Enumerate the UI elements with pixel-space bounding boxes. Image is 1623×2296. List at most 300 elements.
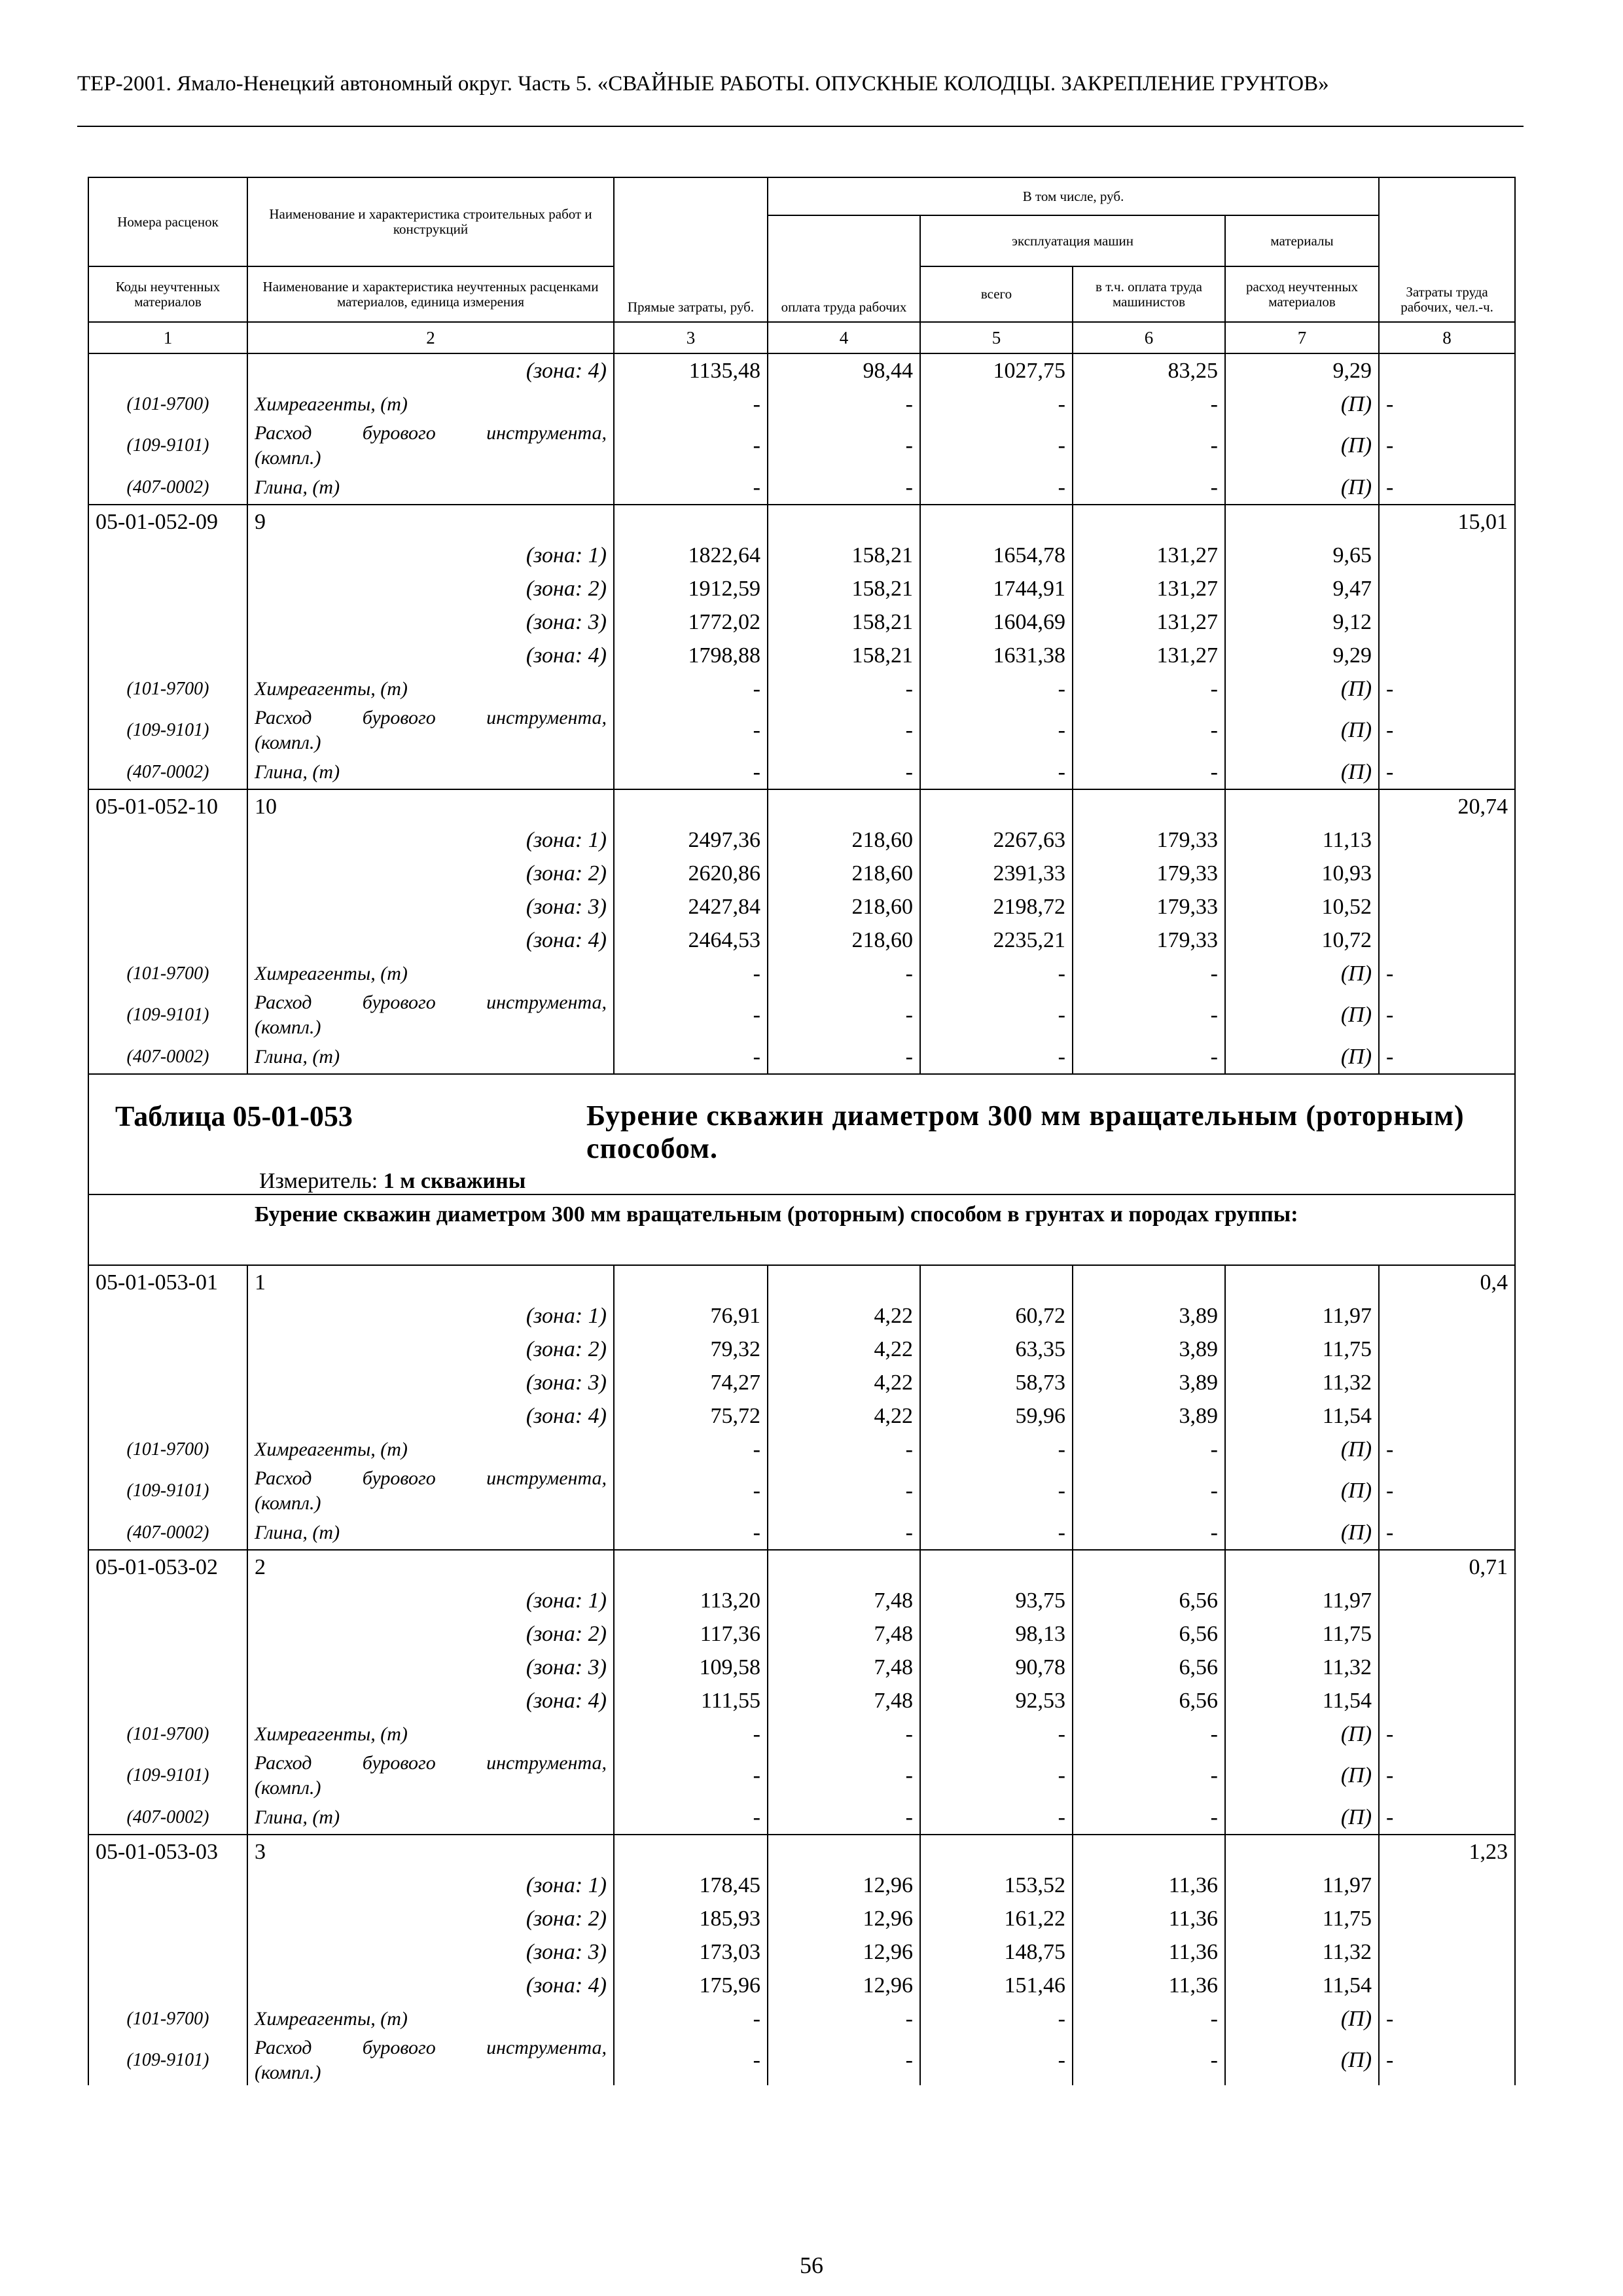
machinists-wages-value: 3,89	[1073, 1299, 1225, 1333]
zone-label: (зона: 2)	[247, 572, 614, 605]
empty-cell	[614, 789, 768, 823]
table-row	[88, 353, 1515, 387]
material-code: (101-9700)	[88, 957, 247, 990]
direct-cost-value: 79,32	[614, 1333, 768, 1366]
col-num-8: 8	[1379, 322, 1515, 353]
empty-cell	[1225, 1265, 1379, 1299]
dash-value: -	[1379, 471, 1515, 505]
machines-total-value: 92,53	[920, 1684, 1073, 1717]
direct-cost-value: 2464,53	[614, 924, 768, 957]
material-name: Химреагенты, (т)	[247, 1433, 614, 1466]
dash-value: -	[1073, 387, 1225, 421]
dash-value: -	[1073, 1466, 1225, 1516]
dash-value: -	[920, 1040, 1073, 1074]
empty-cell	[768, 1835, 920, 1869]
labor-value: 20,74	[1379, 789, 1515, 823]
dash-value: -	[1073, 990, 1225, 1040]
machines-total-value: 1631,38	[920, 639, 1073, 672]
zone-label: (зона: 4)	[247, 1969, 614, 2002]
wages-value: 4,22	[768, 1399, 920, 1433]
material-name-line: Расход бурового инструмента,	[255, 707, 607, 728]
material-name	[247, 421, 614, 471]
material-name: Глина, (т)	[247, 1040, 614, 1074]
table-row	[88, 890, 1515, 924]
dash-value: -	[1073, 1801, 1225, 1835]
dash-value: -	[614, 1801, 768, 1835]
material-code: (109-9101)	[88, 2036, 247, 2085]
col-header-machinists-wages: в т.ч. оплата труда машинистов	[1073, 266, 1225, 322]
empty-cell	[768, 1550, 920, 1584]
machinists-wages-value: 11,36	[1073, 1969, 1225, 2002]
zone-label: (зона: 2)	[247, 857, 614, 890]
dash-value: -	[1379, 2002, 1515, 2036]
dash-value: -	[920, 672, 1073, 706]
material-name-unit: (компл.)	[255, 1492, 321, 1514]
zone-label: (зона: 4)	[247, 353, 614, 387]
dash-value: -	[768, 755, 920, 789]
dash-value: -	[614, 2002, 768, 2036]
table-row	[88, 572, 1515, 605]
empty-cell	[1225, 1550, 1379, 1584]
dash-value: -	[1073, 471, 1225, 505]
material-usage-value: 9,65	[1225, 539, 1379, 572]
material-usage-value: 11,32	[1225, 1651, 1379, 1684]
table-row	[88, 505, 1515, 539]
col-num-3: 3	[614, 322, 768, 353]
material-name-unit: (компл.)	[255, 447, 321, 469]
material-name: Глина, (т)	[247, 471, 614, 505]
material-usage-value: 9,29	[1225, 639, 1379, 672]
material-p-marker: (П)	[1225, 471, 1379, 505]
dash-value: -	[920, 1433, 1073, 1466]
zone-label: (зона: 2)	[247, 1333, 614, 1366]
material-usage-value: 11,54	[1225, 1969, 1379, 2002]
empty-cell	[1225, 505, 1379, 539]
empty-cell	[1073, 505, 1225, 539]
table-row	[88, 421, 1515, 471]
col-header-wages: оплата труда рабочих	[768, 215, 920, 322]
machines-total-value: 93,75	[920, 1584, 1073, 1617]
material-name: Химреагенты, (т)	[247, 672, 614, 706]
direct-cost-value: 1798,88	[614, 639, 768, 672]
empty-cell	[768, 789, 920, 823]
machines-total-value: 1654,78	[920, 539, 1073, 572]
rate-name: 2	[247, 1550, 614, 1584]
machinists-wages-value: 11,36	[1073, 1902, 1225, 1935]
material-code: (407-0002)	[88, 1040, 247, 1074]
wages-value: 158,21	[768, 605, 920, 639]
wages-value: 158,21	[768, 639, 920, 672]
material-name	[247, 990, 614, 1040]
rate-code: 05-01-052-10	[88, 789, 247, 823]
machinists-wages-value: 131,27	[1073, 605, 1225, 639]
machines-total-value: 2267,63	[920, 823, 1073, 857]
material-p-marker: (П)	[1225, 1801, 1379, 1835]
zone-label: (зона: 1)	[247, 823, 614, 857]
dash-value: -	[920, 706, 1073, 755]
empty-cell	[920, 1835, 1073, 1869]
dash-value: -	[1073, 957, 1225, 990]
material-code: (407-0002)	[88, 1801, 247, 1835]
material-name-unit: (компл.)	[255, 1016, 321, 1038]
table-row	[88, 1684, 1515, 1717]
empty-cell	[1379, 924, 1515, 957]
empty-cell	[1379, 1902, 1515, 1935]
col-num-5: 5	[920, 322, 1073, 353]
rate-code: 05-01-053-01	[88, 1265, 247, 1299]
col-num-1: 1	[88, 322, 247, 353]
empty-cell	[1379, 823, 1515, 857]
dash-value: -	[1073, 1751, 1225, 1801]
table-title-block	[88, 1074, 1515, 1194]
col-header-labor: Затраты труда рабочих, чел.-ч.	[1379, 177, 1515, 322]
material-usage-value: 11,97	[1225, 1584, 1379, 1617]
table-row	[88, 1801, 1515, 1835]
dash-value: -	[1379, 990, 1515, 1040]
page-number: 56	[800, 2252, 823, 2278]
material-code: (109-9101)	[88, 1751, 247, 1801]
material-usage-value: 11,13	[1225, 823, 1379, 857]
material-code: (101-9700)	[88, 1717, 247, 1751]
direct-cost-value: 1135,48	[614, 353, 768, 387]
material-code: (109-9101)	[88, 990, 247, 1040]
empty-cell	[88, 639, 247, 672]
empty-cell	[88, 605, 247, 639]
dash-value: -	[614, 957, 768, 990]
machinists-wages-value: 6,56	[1073, 1584, 1225, 1617]
table-row	[88, 1516, 1515, 1550]
dash-value: -	[768, 2002, 920, 2036]
dash-value: -	[1073, 672, 1225, 706]
wages-value: 4,22	[768, 1299, 920, 1333]
empty-cell	[88, 1902, 247, 1935]
col-num-4: 4	[768, 322, 920, 353]
empty-cell	[614, 505, 768, 539]
dash-value: -	[614, 2036, 768, 2085]
material-p-marker: (П)	[1225, 957, 1379, 990]
dash-value: -	[1073, 1516, 1225, 1550]
rate-name: 10	[247, 789, 614, 823]
dash-value: -	[920, 1801, 1073, 1835]
machinists-wages-value: 11,36	[1073, 1869, 1225, 1902]
machinists-wages-value: 6,56	[1073, 1617, 1225, 1651]
direct-cost-value: 75,72	[614, 1399, 768, 1433]
empty-cell	[1379, 1935, 1515, 1969]
material-p-marker: (П)	[1225, 1751, 1379, 1801]
material-name: Химреагенты, (т)	[247, 1717, 614, 1751]
table-row	[88, 1333, 1515, 1366]
material-p-marker: (П)	[1225, 706, 1379, 755]
machines-total-value: 58,73	[920, 1366, 1073, 1399]
dash-value: -	[614, 1751, 768, 1801]
machines-total-value: 2198,72	[920, 890, 1073, 924]
material-code: (407-0002)	[88, 1516, 247, 1550]
table-name: Бурение скважин диаметром 300 мм вращательным (роторным) способом.	[586, 1100, 1465, 1164]
zone-label: (зона: 3)	[247, 1366, 614, 1399]
empty-cell	[88, 1969, 247, 2002]
wages-value: 12,96	[768, 1969, 920, 2002]
dash-value: -	[614, 1717, 768, 1751]
table-row	[88, 789, 1515, 823]
table-row	[88, 1751, 1515, 1801]
dash-value: -	[614, 387, 768, 421]
wages-value: 7,48	[768, 1617, 920, 1651]
material-p-marker: (П)	[1225, 1717, 1379, 1751]
material-usage-value: 11,54	[1225, 1684, 1379, 1717]
table-row	[88, 2036, 1515, 2085]
direct-cost-value: 2427,84	[614, 890, 768, 924]
dash-value: -	[1379, 1516, 1515, 1550]
table-id: Таблица 05-01-053	[115, 1100, 353, 1132]
machines-total-value: 161,22	[920, 1902, 1073, 1935]
empty-cell	[1379, 1617, 1515, 1651]
empty-cell	[1379, 353, 1515, 387]
material-code: (109-9101)	[88, 421, 247, 471]
direct-cost-value: 2497,36	[614, 823, 768, 857]
zone-label: (зона: 2)	[247, 1617, 614, 1651]
empty-cell	[1379, 857, 1515, 890]
col-num-2: 2	[247, 322, 614, 353]
dash-value: -	[768, 1466, 920, 1516]
dash-value: -	[920, 471, 1073, 505]
table-row	[88, 1617, 1515, 1651]
wages-value: 4,22	[768, 1366, 920, 1399]
empty-cell	[614, 1550, 768, 1584]
dash-value: -	[1073, 421, 1225, 471]
rate-code: 05-01-053-03	[88, 1835, 247, 1869]
empty-cell	[88, 1935, 247, 1969]
wages-value: 218,60	[768, 924, 920, 957]
material-name: Глина, (т)	[247, 755, 614, 789]
machinists-wages-value: 131,27	[1073, 539, 1225, 572]
empty-cell	[1379, 1584, 1515, 1617]
machines-total-value: 1027,75	[920, 353, 1073, 387]
material-usage-value: 11,75	[1225, 1902, 1379, 1935]
empty-cell	[88, 1617, 247, 1651]
empty-cell	[1073, 789, 1225, 823]
table-row	[88, 755, 1515, 789]
table-row	[88, 1651, 1515, 1684]
empty-cell	[920, 1265, 1073, 1299]
wages-value: 12,96	[768, 1935, 920, 1969]
material-usage-value: 11,54	[1225, 1399, 1379, 1433]
dash-value: -	[1379, 706, 1515, 755]
zone-label: (зона: 1)	[247, 1299, 614, 1333]
machines-total-value: 98,13	[920, 1617, 1073, 1651]
material-usage-value: 9,12	[1225, 605, 1379, 639]
table-row	[88, 2002, 1515, 2036]
direct-cost-value: 111,55	[614, 1684, 768, 1717]
material-usage-value: 11,75	[1225, 1617, 1379, 1651]
empty-cell	[1379, 639, 1515, 672]
material-name: Химреагенты, (т)	[247, 957, 614, 990]
dash-value: -	[768, 1516, 920, 1550]
material-name-line: Расход бурового инструмента,	[255, 992, 607, 1013]
machinists-wages-value: 6,56	[1073, 1651, 1225, 1684]
empty-cell	[88, 572, 247, 605]
empty-cell	[88, 823, 247, 857]
empty-cell	[1073, 1835, 1225, 1869]
direct-cost-value: 178,45	[614, 1869, 768, 1902]
material-p-marker: (П)	[1225, 421, 1379, 471]
empty-cell	[88, 1584, 247, 1617]
dash-value: -	[920, 990, 1073, 1040]
table-row	[88, 706, 1515, 755]
dash-value: -	[1073, 1040, 1225, 1074]
material-p-marker: (П)	[1225, 1466, 1379, 1516]
table-row	[88, 823, 1515, 857]
dash-value: -	[920, 957, 1073, 990]
section-heading: Бурение скважин диаметром 300 мм вращательным (роторным) способом в грунтах и породах группы:	[88, 1194, 1515, 1265]
dash-value: -	[768, 421, 920, 471]
dash-value: -	[768, 1433, 920, 1466]
dash-value: -	[614, 1040, 768, 1074]
zone-label: (зона: 3)	[247, 890, 614, 924]
wages-value: 218,60	[768, 823, 920, 857]
material-p-marker: (П)	[1225, 2002, 1379, 2036]
wages-value: 218,60	[768, 890, 920, 924]
wages-value: 98,44	[768, 353, 920, 387]
dash-value: -	[920, 1466, 1073, 1516]
rate-code: 05-01-052-09	[88, 505, 247, 539]
dash-value: -	[768, 1040, 920, 1074]
dash-value: -	[614, 755, 768, 789]
dash-value: -	[1073, 2036, 1225, 2085]
material-name	[247, 1751, 614, 1801]
rate-code: 05-01-053-02	[88, 1550, 247, 1584]
col-header-machines: эксплуатация машин	[920, 215, 1225, 266]
machines-total-value: 151,46	[920, 1969, 1073, 2002]
machines-total-value: 2391,33	[920, 857, 1073, 890]
direct-cost-value: 113,20	[614, 1584, 768, 1617]
dash-value: -	[1379, 1751, 1515, 1801]
table-row	[88, 1902, 1515, 1935]
material-name-unit: (компл.)	[255, 732, 321, 753]
empty-cell	[1379, 572, 1515, 605]
dash-value: -	[1379, 755, 1515, 789]
table-row	[88, 924, 1515, 957]
zone-label: (зона: 3)	[247, 1935, 614, 1969]
machinists-wages-value: 179,33	[1073, 924, 1225, 957]
table-row	[88, 672, 1515, 706]
dash-value: -	[614, 1466, 768, 1516]
empty-cell	[1073, 1265, 1225, 1299]
material-code: (109-9101)	[88, 1466, 247, 1516]
col-header-name-materials: Наименование и характеристика неучтенных расценками материалов, единица измерения	[247, 266, 614, 322]
dash-value: -	[614, 1516, 768, 1550]
measure-value: 1 м скважины	[383, 1169, 526, 1193]
dash-value: -	[1073, 706, 1225, 755]
empty-cell	[1379, 1969, 1515, 2002]
material-name-line: Расход бурового инструмента,	[255, 422, 607, 444]
machinists-wages-value: 131,27	[1073, 639, 1225, 672]
material-p-marker: (П)	[1225, 672, 1379, 706]
empty-cell	[1379, 1651, 1515, 1684]
table-row	[88, 1584, 1515, 1617]
empty-cell	[1379, 1869, 1515, 1902]
empty-cell	[614, 1265, 768, 1299]
material-usage-value: 11,32	[1225, 1366, 1379, 1399]
dash-value: -	[1379, 1040, 1515, 1074]
table-row	[88, 1265, 1515, 1299]
table-row	[88, 1433, 1515, 1466]
dash-value: -	[1379, 1801, 1515, 1835]
machinists-wages-value: 11,36	[1073, 1935, 1225, 1969]
machines-total-value: 1604,69	[920, 605, 1073, 639]
material-name: Глина, (т)	[247, 1801, 614, 1835]
col-header-codes-materials: Коды неучтенных материалов	[88, 266, 247, 322]
table-row	[88, 1399, 1515, 1433]
material-p-marker: (П)	[1225, 1433, 1379, 1466]
dash-value: -	[1379, 2036, 1515, 2085]
empty-cell	[88, 1869, 247, 1902]
col-header-name: Наименование и характеристика строительных работ и конструкций	[247, 177, 614, 266]
material-code: (407-0002)	[88, 471, 247, 505]
empty-cell	[88, 1684, 247, 1717]
dash-value: -	[768, 1717, 920, 1751]
dash-value: -	[920, 421, 1073, 471]
machinists-wages-value: 179,33	[1073, 857, 1225, 890]
machines-total-value: 59,96	[920, 1399, 1073, 1433]
direct-cost-value: 1822,64	[614, 539, 768, 572]
dash-value: -	[614, 706, 768, 755]
machinists-wages-value: 3,89	[1073, 1366, 1225, 1399]
empty-cell	[1225, 1835, 1379, 1869]
rate-name: 9	[247, 505, 614, 539]
rates-table	[88, 177, 1516, 2085]
zone-label: (зона: 2)	[247, 1902, 614, 1935]
dash-value: -	[768, 957, 920, 990]
rate-name: 3	[247, 1835, 614, 1869]
dash-value: -	[1073, 755, 1225, 789]
table-row	[88, 1466, 1515, 1516]
empty-cell	[920, 789, 1073, 823]
empty-cell	[1379, 1366, 1515, 1399]
table-row	[88, 605, 1515, 639]
dash-value: -	[920, 387, 1073, 421]
dash-value: -	[614, 672, 768, 706]
dash-value: -	[920, 2036, 1073, 2085]
material-name	[247, 706, 614, 755]
dash-value: -	[768, 1801, 920, 1835]
header-rule	[77, 126, 1524, 127]
col-header-direct-costs: Прямые затраты, руб.	[614, 177, 768, 322]
empty-cell	[88, 857, 247, 890]
empty-cell	[88, 1299, 247, 1333]
table-row	[88, 1969, 1515, 2002]
measure-label: Измеритель:	[259, 1169, 378, 1193]
wages-value: 12,96	[768, 1869, 920, 1902]
dash-value: -	[768, 387, 920, 421]
dash-value: -	[1073, 1717, 1225, 1751]
dash-value: -	[768, 2036, 920, 2085]
labor-value: 0,4	[1379, 1265, 1515, 1299]
material-name: Глина, (т)	[247, 1516, 614, 1550]
machines-total-value: 90,78	[920, 1651, 1073, 1684]
wages-value: 7,48	[768, 1651, 920, 1684]
dash-value: -	[1379, 421, 1515, 471]
col-header-group: В том числе, руб.	[768, 177, 1379, 215]
direct-cost-value: 74,27	[614, 1366, 768, 1399]
direct-cost-value: 185,93	[614, 1902, 768, 1935]
dash-value: -	[768, 672, 920, 706]
zone-label: (зона: 1)	[247, 539, 614, 572]
direct-cost-value: 1772,02	[614, 605, 768, 639]
dash-value: -	[768, 1751, 920, 1801]
wages-value: 218,60	[768, 857, 920, 890]
dash-value: -	[768, 471, 920, 505]
material-code: (101-9700)	[88, 2002, 247, 2036]
